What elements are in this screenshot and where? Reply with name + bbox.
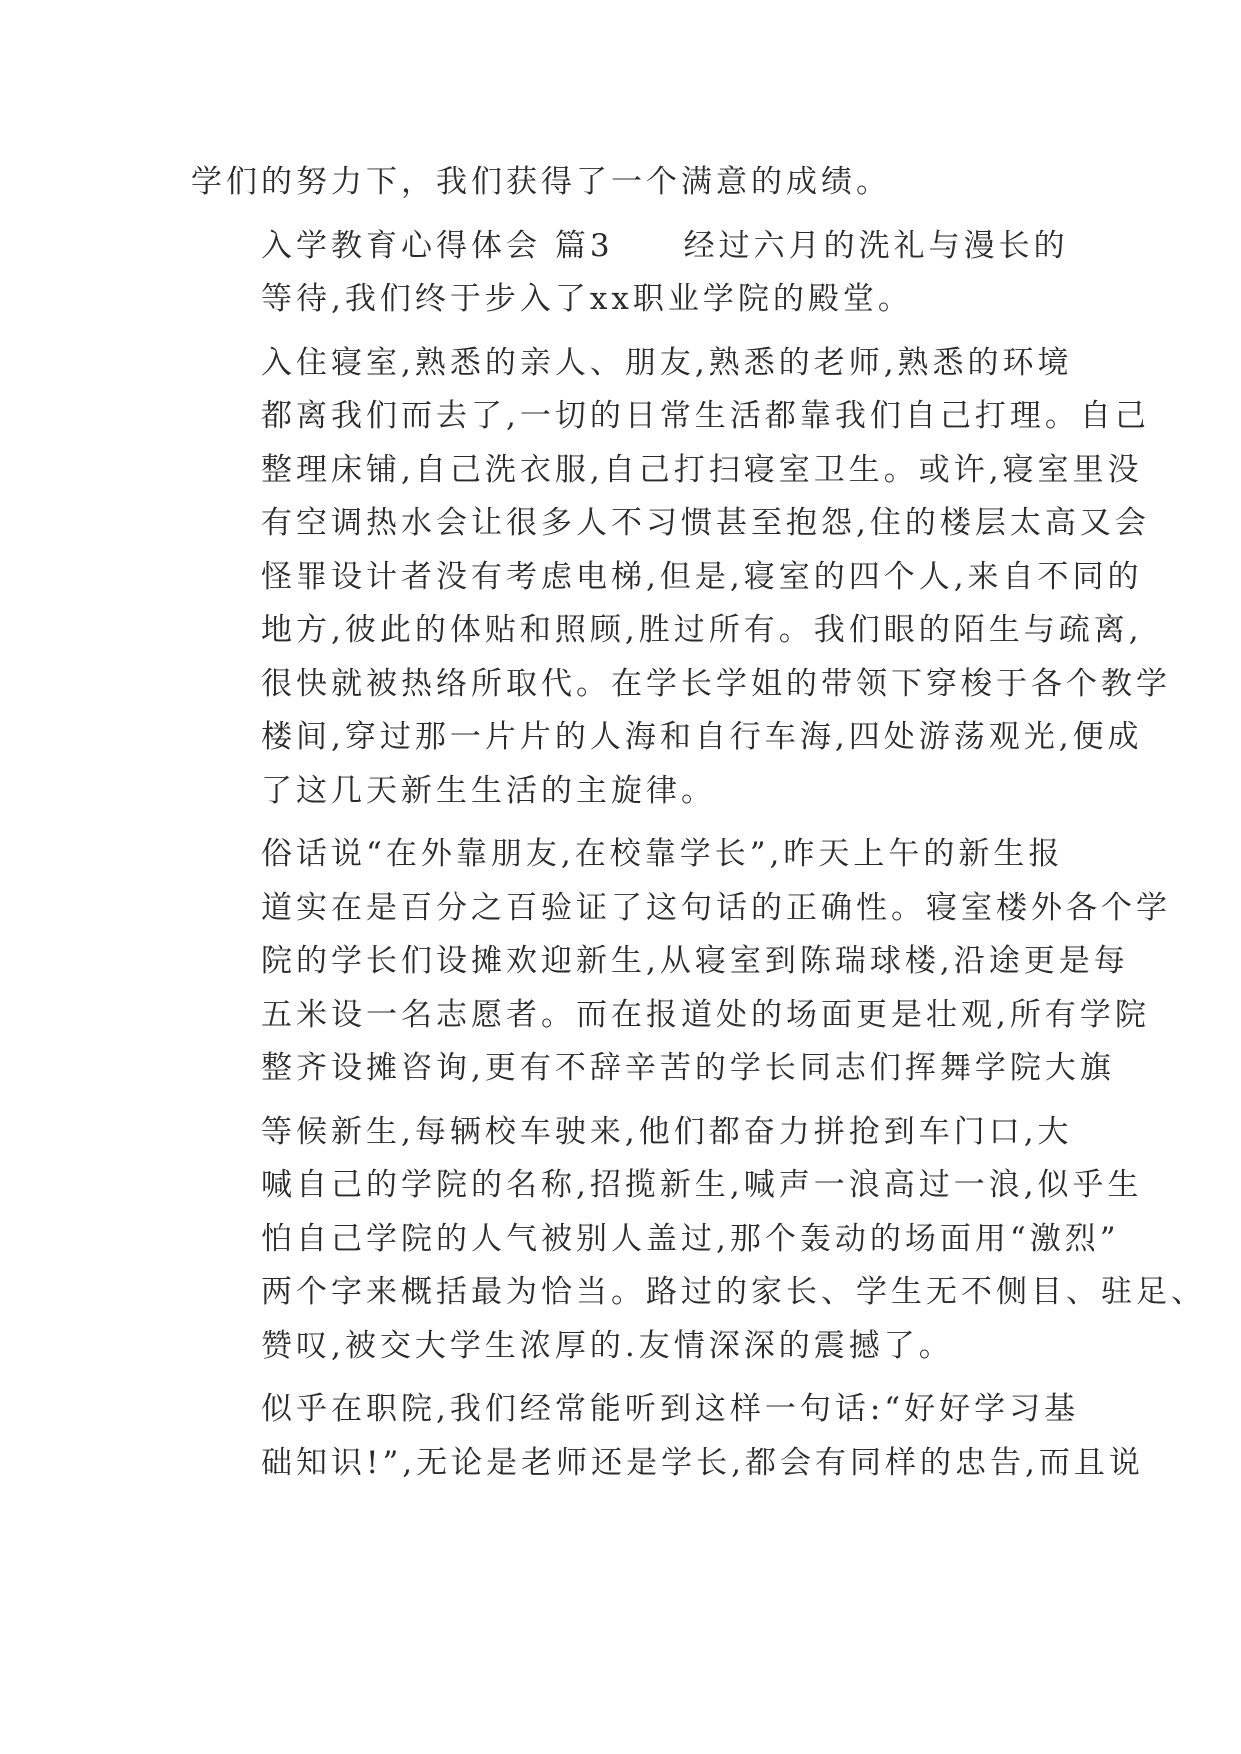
text-line: 五米设一名志愿者。而在报道处的场面更是壮观,所有学院: [261, 996, 1150, 1033]
text-line: 楼间,穿过那一片片的人海和自行车海,四处游荡观光,便成: [261, 719, 1143, 755]
text-line: 入学教育心得体会 篇3 经过六月的洗礼与漫长的: [261, 227, 1069, 264]
paragraph-4: [191, 828, 1171, 1096]
paragraph-5: [191, 1106, 1206, 1374]
text-line: 喊自己的学院的名称,招揽新生,喊声一浪高过一浪,似乎生: [261, 1167, 1143, 1203]
text-line: 有空调热水会让很多人不习惯甚至抱怨,住的楼层太高又会: [261, 505, 1150, 541]
paragraph-6: [191, 1383, 1144, 1490]
text-line: 整理床铺,自己洗衣服,自己打扫寝室卫生。或许,寝室里没: [261, 451, 1143, 488]
text-line: 两个字来概括最为恰当。路过的家长、学生无不侧目、驻足、: [261, 1274, 1206, 1310]
text-line: 道实在是百分之百验证了这句话的正确性。寝室楼外各个学: [261, 889, 1171, 926]
text-line: 等候新生,每辆校车驶来,他们都奋力拼抢到车门口,大: [261, 1113, 1073, 1150]
document-body: [191, 156, 1206, 1490]
text-line: 了这几天新生生活的主旋律。: [261, 772, 716, 809]
paragraph-2: [191, 220, 1069, 327]
paragraph-3: [191, 337, 1171, 819]
text-line: 学们的努力下，我们获得了一个满意的成绩。: [191, 164, 891, 200]
text-line: 赞叹,被交大学生浓厚的.友情深深的震撼了。: [261, 1327, 954, 1364]
text-line: 很快就被热络所取代。在学长学姐的带领下穿梭于各个教学: [261, 665, 1171, 702]
text-line: 地方,彼此的体贴和照顾,胜过所有。我们眼的陌生与疏离,: [261, 612, 1143, 648]
text-line: 怪罪设计者没有考虑电梯,但是,寝室的四个人,来自不同的: [261, 558, 1143, 595]
text-line: 础知识!”,无论是老师还是学长,都会有同样的忠告,而且说: [261, 1444, 1144, 1481]
text-line: 入住寝室,熟悉的亲人、朋友,熟悉的老师,熟悉的环境: [261, 344, 1073, 381]
text-line: 院的学长们设摊欢迎新生,从寝室到陈瑞球楼,沿途更是每: [261, 943, 1129, 979]
text-line: 俗话说“在外靠朋友,在校靠学长”,昨天上午的新生报: [261, 836, 1064, 872]
text-line: 等待,我们终于步入了xx职业学院的殿堂。: [261, 281, 913, 317]
text-line: 似乎在职院,我们经常能听到这样一句话:“好好学习基: [261, 1391, 1080, 1427]
text-line: 怕自己学院的人气被别人盖过,那个轰动的场面用“激烈”: [261, 1220, 1120, 1257]
text-line: 整齐设摊咨询,更有不辞辛苦的学长同志们挥舞学院大旗: [261, 1050, 1115, 1086]
paragraph-1: [191, 156, 1053, 210]
text-line: 都离我们而去了,一切的日常生活都靠我们自己打理。自己: [261, 398, 1150, 434]
